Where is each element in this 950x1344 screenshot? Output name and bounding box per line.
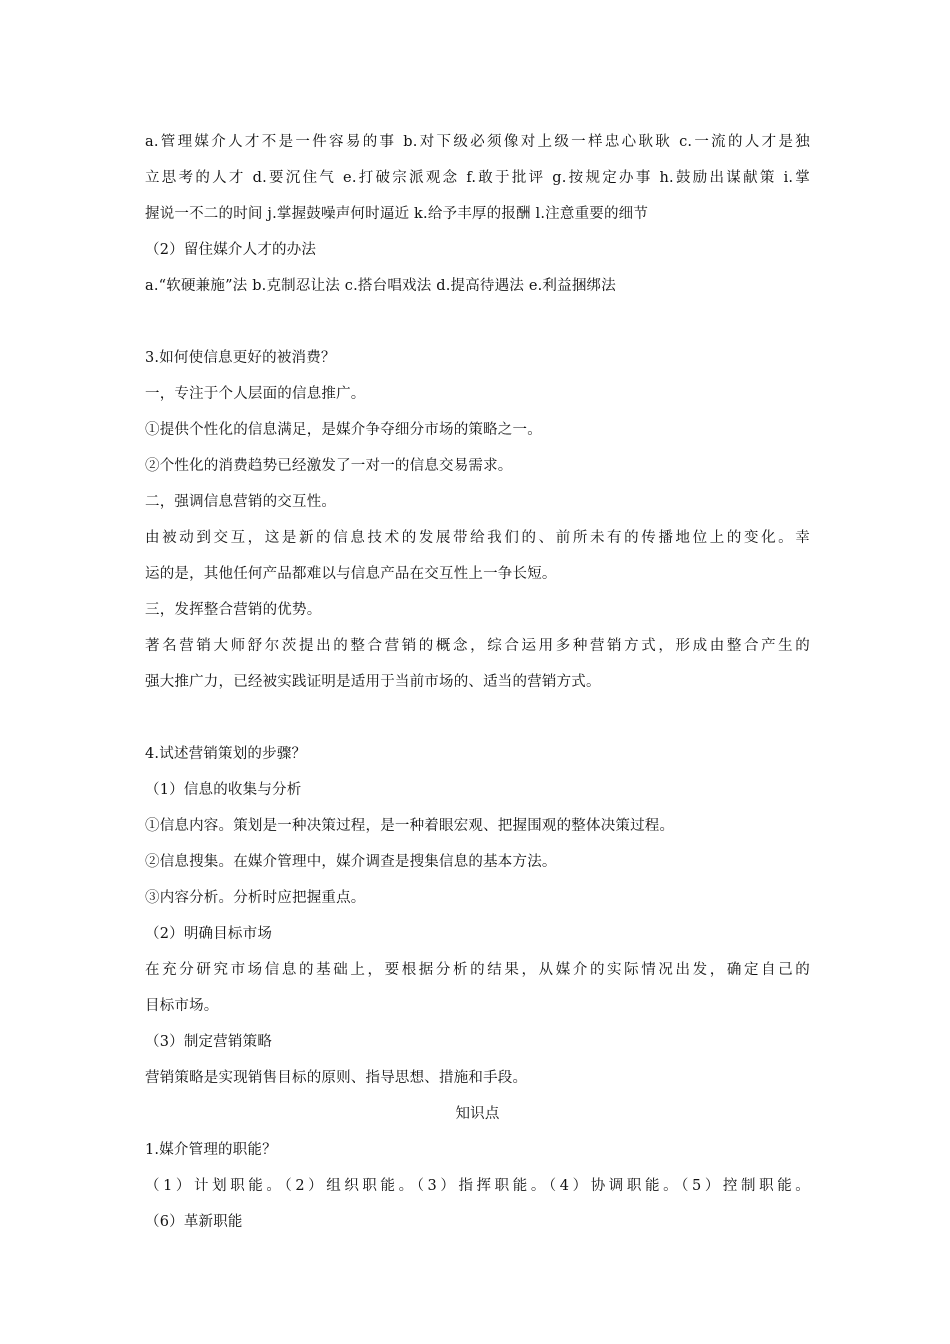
q4-step-2: （2）明确目标市场 [145,926,273,942]
q3-point-3: 三，发挥整合营销的优势。 [145,602,322,618]
q3-point-1b: ②个性化的消费趋势已经激发了一对一的信息交易需求。 [145,458,513,474]
q4-step-3-text: 营销策略是实现销售目标的原则、指导思想、措施和手段。 [145,1070,528,1086]
question-4: 4.试述营销策划的步骤？ [145,746,307,762]
talent-tips-line-3: 握说一不二的时间 j.掌握鼓噪声何时逼近 k.给予丰厚的报酬 l.注意重要的细节 [145,206,649,222]
q3-point-2-text-1: 由被动到交互，这是新的信息技术的发展带给我们的、前所未有的传播地位上的变化。幸 [145,530,810,546]
retain-talent-heading: （2）留住媒介人才的办法 [145,242,317,258]
knowledge-question-1: 1.媒介管理的职能？ [145,1142,277,1158]
q4-step-2-text-1: 在充分研究市场信息的基础上，要根据分析的结果，从媒介的实际情况出发，确定自己的 [145,962,810,978]
q3-point-2: 二，强调信息营销的交互性。 [145,494,337,510]
q4-step-1-item-2: ②信息搜集。在媒介管理中，媒介调查是搜集信息的基本方法。 [145,854,557,870]
q4-step-1-item-3: ③内容分析。分析时应把握重点。 [145,890,366,906]
talent-tips-line-1: a.管理媒介人才不是一件容易的事 b.对下级必须像对上级一样忠心耿耿 c.一流的人才是独 [145,134,810,150]
retain-talent-methods: a.“软硬兼施”法 b.克制忍让法 c.搭台唱戏法 d.提高待遇法 e.利益捆绑法 [145,278,616,294]
knowledge-heading: 知识点 [455,1106,500,1122]
document-body [145,124,810,1240]
q3-point-1: 一，专注于个人层面的信息推广。 [145,386,366,402]
knowledge-answer-1-line-2: （6）革新职能 [145,1214,243,1230]
paragraph-gap [145,700,810,736]
paragraph-gap [145,304,810,340]
q3-point-2-text-2: 运的是，其他任何产品都难以与信息产品在交互性上一争长短。 [145,566,557,582]
knowledge-answer-1-line-1: （1）计划职能。（2）组织职能。（3）指挥职能。（4）协调职能。（5）控制职能。 [145,1178,810,1194]
q4-step-1: （1）信息的收集与分析 [145,782,302,798]
q3-point-1a: ①提供个性化的信息满足，是媒介争夺细分市场的策略之一。 [145,422,542,438]
q4-step-1-item-1: ①信息内容。策划是一种决策过程，是一种着眼宏观、把握围观的整体决策过程。 [145,818,675,834]
q3-point-3-text-2: 强大推广力，已经被实践证明是适用于当前市场的、适当的营销方式。 [145,674,601,690]
q3-point-3-text-1: 著名营销大师舒尔茨提出的整合营销的概念，综合运用多种营销方式，形成由整合产生的 [145,638,810,654]
talent-tips-line-2: 立思考的人才 d.要沉住气 e.打破宗派观念 f.敢于批评 g.按规定办事 h.鼓励出谋献策 i.掌 [145,170,810,186]
question-3: 3.如何使信息更好的被消费？ [145,350,336,366]
q4-step-2-text-2: 目标市场。 [145,998,219,1014]
q4-step-3: （3）制定营销策略 [145,1034,273,1050]
